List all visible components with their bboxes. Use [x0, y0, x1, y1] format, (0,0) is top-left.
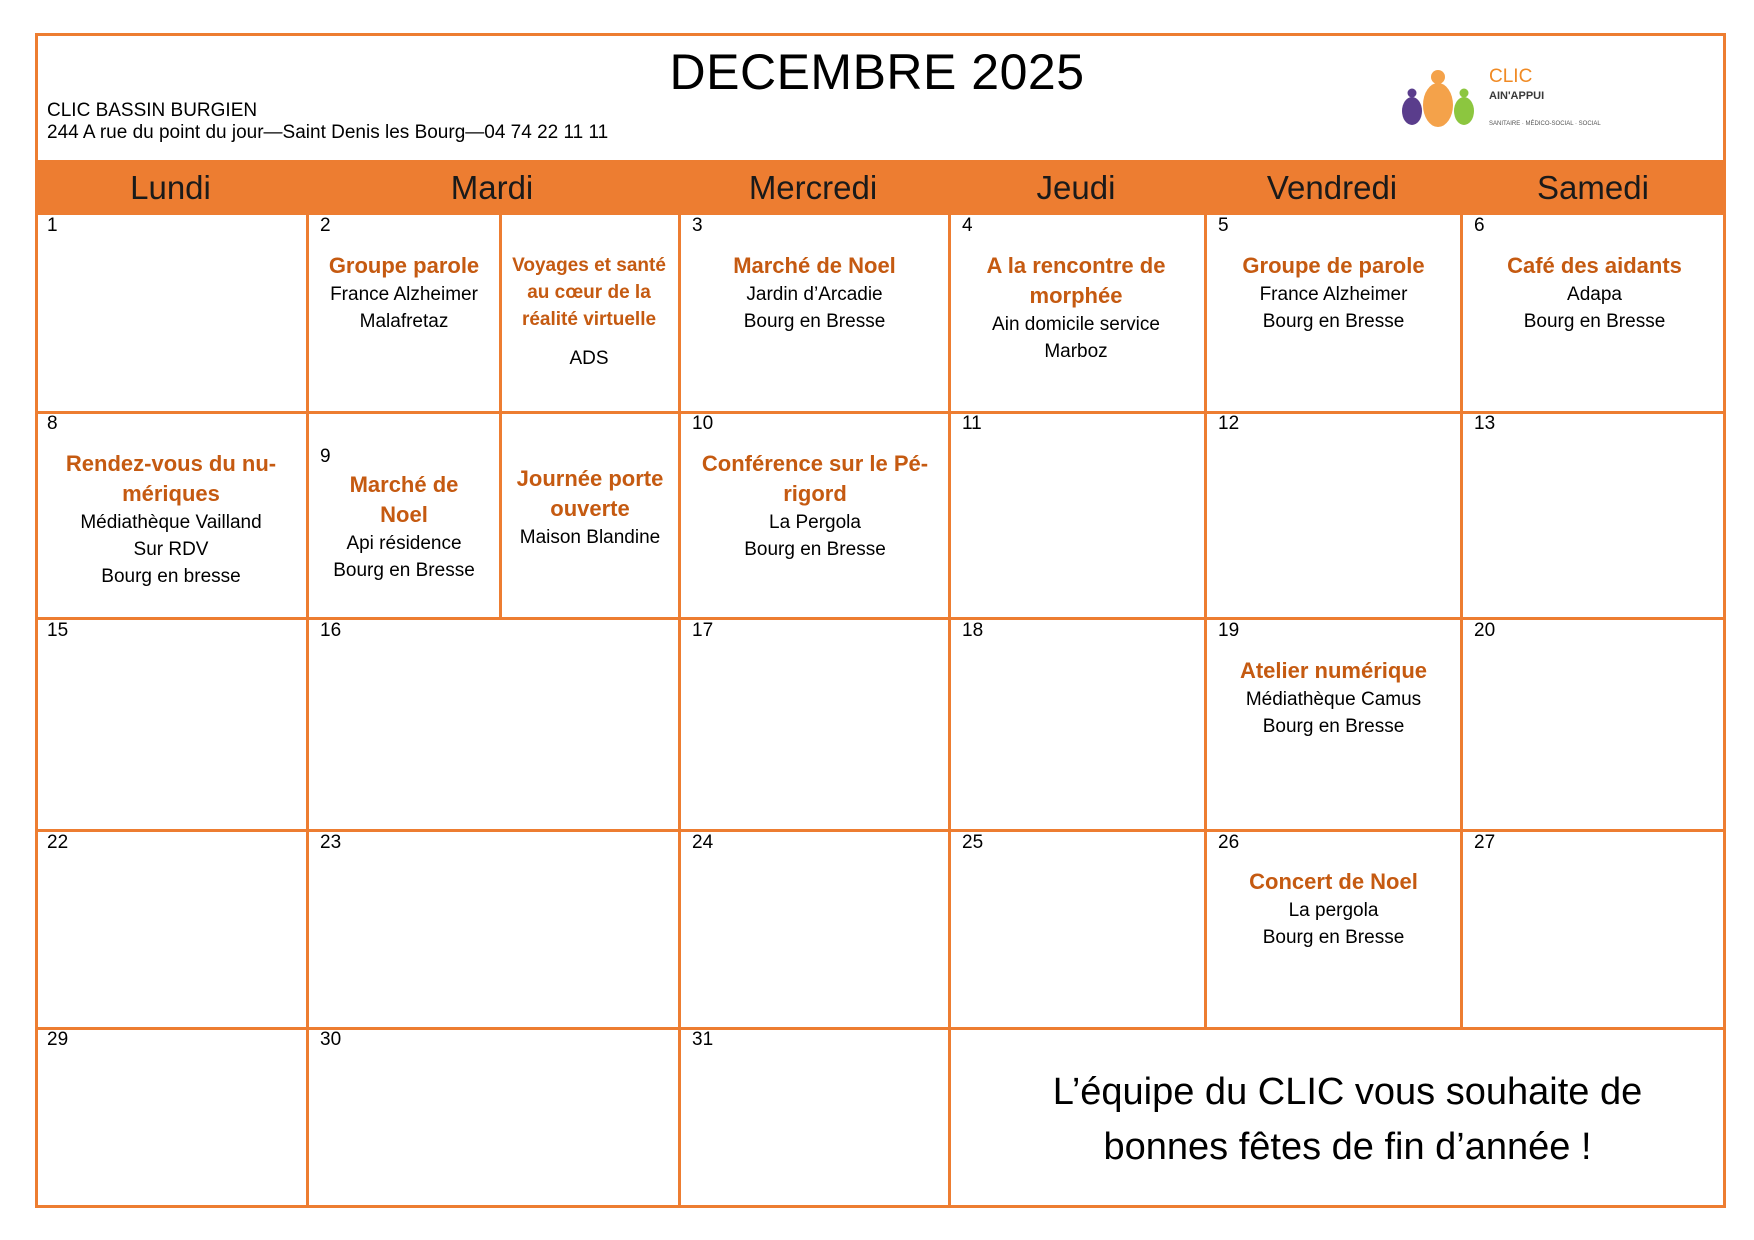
event-marche-de-noel-api [309, 470, 499, 584]
logo-green-body [1454, 97, 1474, 125]
event-detail: France Alzheimer [1259, 284, 1408, 305]
day-number: 31 [692, 1029, 714, 1050]
grid-line [499, 215, 502, 619]
event-detail: Malafretaz [359, 311, 449, 332]
weekday-lundi: Lundi [130, 169, 211, 206]
weekday-jeudi: Jeudi [1036, 169, 1116, 206]
logo-line2: AIN'APPUI [1489, 90, 1545, 102]
page-title: DECEMBRE 2025 [669, 44, 1085, 100]
event-detail: ADS [569, 348, 609, 369]
logo-purple-body [1402, 97, 1422, 125]
weekday-mardi: Mardi [450, 169, 534, 206]
clic-logo [1396, 60, 1626, 132]
day-number: 26 [1218, 832, 1240, 853]
event-title: Rendez-vous du nu-mériques [65, 451, 277, 506]
grid-line [678, 215, 681, 1208]
day-number: 24 [692, 832, 714, 853]
grid-line [35, 829, 1726, 832]
event-detail: La Pergola [769, 512, 861, 533]
day-number: 12 [1218, 413, 1240, 434]
grid-line [1460, 215, 1463, 1029]
logo-tagline: SANITAIRE · MÉDICO-SOCIAL · SOCIAL [1489, 121, 1601, 127]
logo-orange-head [1431, 70, 1445, 84]
day-number: 4 [962, 215, 973, 236]
grid-line [35, 1027, 1726, 1030]
season-greeting [945, 1065, 1750, 1175]
day-number: 25 [962, 832, 984, 853]
greeting-line-1: L’équipe du CLIC vous souhaite de [1052, 1071, 1643, 1113]
event-detail: Api résidence [346, 533, 462, 554]
event-detail: La pergola [1288, 900, 1379, 921]
day-number: 18 [962, 620, 984, 641]
event-cafe-des-aidants [1463, 251, 1726, 335]
event-title: Voyages et santé au cœur de la réalité virtuelle [512, 255, 666, 330]
event-atelier-numerique [1207, 656, 1460, 740]
day-number: 16 [320, 620, 342, 641]
day-number: 3 [692, 215, 703, 236]
event-detail: Marboz [1044, 341, 1108, 362]
event-title: Groupe de parole [1242, 253, 1425, 278]
day-number: 23 [320, 832, 342, 853]
event-marche-de-noel-arcadie [681, 251, 948, 335]
day-number: 1 [47, 215, 58, 236]
day-number: 15 [47, 620, 69, 641]
event-journee-porte-ouverte [502, 464, 678, 551]
event-detail: Sur RDV [133, 539, 209, 560]
organization-name: CLIC BASSIN BURGIEN [47, 100, 258, 121]
event-detail: Médiathèque Camus [1245, 689, 1422, 710]
event-title: Journée porte ouverte [516, 466, 664, 521]
event-rencontre-morphee [966, 251, 1186, 365]
logo-purple-head [1408, 89, 1417, 98]
day-number: 20 [1474, 620, 1496, 641]
event-title: Café des aidants [1507, 253, 1682, 278]
event-title: Atelier numérique [1239, 658, 1428, 683]
organization-address: 244 A rue du point du jour—Saint Denis les Bourg—04 74 22 11 11 [47, 122, 609, 143]
day-number: 27 [1474, 832, 1496, 853]
grid-line [35, 411, 1726, 414]
day-number: 9 [320, 446, 331, 467]
day-number: 10 [692, 413, 714, 434]
event-detail: Bourg en bresse [101, 566, 241, 587]
event-detail: Ain domicile service [992, 314, 1160, 335]
event-detail: Adapa [1567, 284, 1622, 305]
event-conference-perigord [690, 449, 940, 563]
grid-line [35, 617, 1726, 620]
event-detail: Bourg en Bresse [743, 311, 886, 332]
day-number: 22 [47, 832, 69, 853]
weekday-header [35, 160, 1726, 215]
event-concert-de-noel [1207, 867, 1460, 951]
greeting-line-2: bonnes fêtes de fin d’année ! [1103, 1126, 1592, 1168]
event-detail: Médiathèque Vailland [80, 512, 262, 533]
logo-green-head [1460, 89, 1469, 98]
logo-line1: CLIC [1489, 66, 1533, 87]
event-title: Marché de Noel [349, 472, 459, 527]
event-detail: Jardin d’Arcadie [746, 284, 883, 305]
event-title: Marché de Noel [733, 253, 896, 278]
event-detail: Bourg en Bresse [1523, 311, 1666, 332]
event-rendez-vous-numeriques [50, 449, 292, 590]
day-number: 17 [692, 620, 714, 641]
day-number: 29 [47, 1029, 69, 1050]
event-title: A la rencontre de morphée [986, 253, 1166, 308]
day-number: 13 [1474, 413, 1496, 434]
day-number: 11 [962, 413, 982, 434]
event-detail: Bourg en Bresse [1262, 927, 1405, 948]
grid-line [306, 215, 309, 1208]
day-number: 5 [1218, 215, 1229, 236]
day-number: 2 [320, 215, 331, 236]
event-title: Conférence sur le Pé-rigord [701, 451, 929, 506]
event-title: Concert de Noel [1249, 869, 1418, 894]
day-number: 30 [320, 1029, 342, 1050]
grid-line [948, 215, 951, 1208]
day-number: 6 [1474, 215, 1485, 236]
weekday-samedi: Samedi [1537, 169, 1649, 206]
event-detail: Bourg en Bresse [1262, 311, 1405, 332]
event-voyages-realite-virtuelle [511, 252, 667, 372]
event-groupe-parole-malafretaz [309, 251, 499, 335]
event-detail: France Alzheimer [330, 284, 478, 305]
event-detail: Maison Blandine [519, 527, 661, 548]
event-detail: Bourg en Bresse [744, 539, 886, 560]
event-detail: Bourg en Bresse [333, 560, 475, 581]
logo-orange-body [1423, 83, 1453, 127]
event-title: Groupe parole [328, 253, 480, 278]
weekday-vendredi: Vendredi [1266, 169, 1398, 206]
event-detail: Bourg en Bresse [1262, 716, 1405, 737]
day-number: 8 [47, 413, 58, 434]
event-groupe-de-parole-bourg [1207, 251, 1460, 335]
weekday-mercredi: Mercredi [748, 169, 878, 206]
day-number: 19 [1218, 620, 1240, 641]
